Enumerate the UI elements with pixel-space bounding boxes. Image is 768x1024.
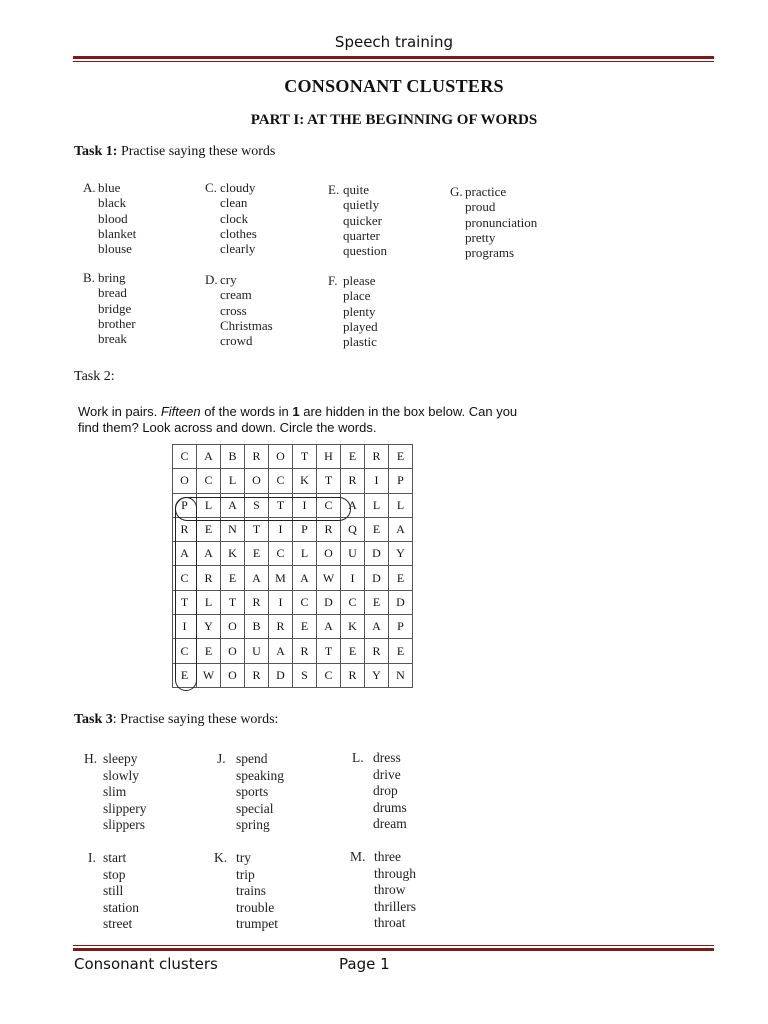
word: please xyxy=(343,273,376,288)
word: clean xyxy=(220,195,248,211)
grid-cell: E xyxy=(341,639,365,663)
word: quarter xyxy=(343,227,380,243)
word: sleepy xyxy=(103,751,138,766)
grid-cell: E xyxy=(365,517,389,541)
grid-cell: K xyxy=(293,469,317,493)
grid-cell: M xyxy=(269,566,293,590)
grid-cell: A xyxy=(293,566,317,590)
grid-cell: C xyxy=(317,493,341,517)
grid-cell: A xyxy=(197,542,221,566)
word: blanket xyxy=(98,225,137,241)
task3-text: : Practise saying these words: xyxy=(112,712,279,727)
page-title: CONSONANT CLUSTERS xyxy=(284,76,504,96)
word: bread xyxy=(98,285,127,301)
grid-cell: E xyxy=(389,445,413,469)
grid-cell: O xyxy=(221,615,245,639)
word: station xyxy=(103,899,139,915)
grid-cell: O xyxy=(269,445,293,469)
task2-instruction xyxy=(78,404,518,436)
group-letter: A. xyxy=(83,180,96,195)
grid-cell: R xyxy=(269,615,293,639)
grid-cell: D xyxy=(269,663,293,687)
grid-cell: R xyxy=(341,469,365,493)
grid-cell: I xyxy=(269,517,293,541)
grid-cell: A xyxy=(365,615,389,639)
group-letter: K. xyxy=(214,850,228,865)
task1-label: Task 1: xyxy=(74,144,118,159)
grid-cell: O xyxy=(221,663,245,687)
word: cloudy xyxy=(220,180,256,195)
group-letter: M. xyxy=(350,849,366,864)
word: clearly xyxy=(220,241,256,257)
grid-cell: C xyxy=(197,469,221,493)
word: dress xyxy=(373,750,401,765)
word: three xyxy=(374,849,401,864)
task2-heading: Task 2: xyxy=(74,369,115,384)
word: played xyxy=(343,318,378,334)
page-header: Speech training xyxy=(334,33,454,51)
grid-cell: Q xyxy=(341,517,365,541)
word: plastic xyxy=(343,334,377,350)
grid-cell: D xyxy=(365,542,389,566)
grid-cell: C xyxy=(317,663,341,687)
task1-text: Practise saying these words xyxy=(117,144,276,159)
word: trip xyxy=(236,866,255,882)
grid-cell: A xyxy=(173,542,197,566)
grid-cell: Y xyxy=(365,663,389,687)
grid-cell: E xyxy=(197,639,221,663)
grid-cell: P xyxy=(389,615,413,639)
circle-practice xyxy=(175,497,197,691)
grid-cell: C xyxy=(173,639,197,663)
footer-page-number: Page 1 xyxy=(339,955,390,973)
word: crowd xyxy=(220,333,253,349)
word: drop xyxy=(373,783,398,798)
grid-cell: E xyxy=(197,517,221,541)
word: pronunciation xyxy=(465,214,538,230)
grid-cell: W xyxy=(317,566,341,590)
word: bridge xyxy=(98,300,132,316)
grid-cell: C xyxy=(269,542,293,566)
word: start xyxy=(103,850,127,865)
group-letter: B. xyxy=(83,270,95,285)
grid-cell: P xyxy=(389,469,413,493)
word: place xyxy=(343,288,371,304)
grid-cell: I xyxy=(293,493,317,517)
header-rule-thin xyxy=(73,61,714,62)
grid-row xyxy=(173,663,413,687)
group-letter: I. xyxy=(88,850,96,865)
word: trumpet xyxy=(236,916,278,931)
grid-cell: T xyxy=(173,590,197,614)
group-letter: J. xyxy=(217,751,226,766)
grid-cell: R xyxy=(173,517,197,541)
word: clothes xyxy=(220,225,257,241)
grid-cell: A xyxy=(197,445,221,469)
grid-cell: E xyxy=(389,566,413,590)
word: throat xyxy=(374,915,406,930)
group-letter: D. xyxy=(205,272,218,287)
word: slippers xyxy=(103,817,145,832)
group-letter: G. xyxy=(450,184,463,199)
word: clock xyxy=(220,210,249,226)
group-letter: H. xyxy=(84,751,98,766)
word-search-grid xyxy=(172,444,413,688)
grid-cell: T xyxy=(269,493,293,517)
word: break xyxy=(98,331,127,347)
grid-cell: L xyxy=(389,493,413,517)
word: stop xyxy=(103,866,126,882)
grid-cell: D xyxy=(317,590,341,614)
word: spend xyxy=(236,751,268,766)
grid-cell: I xyxy=(365,469,389,493)
word: drums xyxy=(373,799,407,815)
word: cross xyxy=(220,302,247,318)
grid-cell: T xyxy=(317,639,341,663)
grid-cell: D xyxy=(389,590,413,614)
grid-cell: K xyxy=(221,542,245,566)
grid-cell: H xyxy=(317,445,341,469)
word: special xyxy=(236,800,274,816)
group-letter: C. xyxy=(205,180,217,195)
grid-cell: N xyxy=(221,517,245,541)
grid-cell: I xyxy=(173,615,197,639)
grid-cell: R xyxy=(365,639,389,663)
word: pretty xyxy=(465,229,496,245)
word: bring xyxy=(98,270,126,285)
word: blouse xyxy=(98,241,132,257)
word: programs xyxy=(465,245,515,261)
grid-cell: R xyxy=(317,517,341,541)
grid-cell: T xyxy=(221,590,245,614)
task1-heading xyxy=(74,144,275,160)
word: blood xyxy=(98,210,128,226)
grid-cell: R xyxy=(365,445,389,469)
grid-cell: E xyxy=(245,542,269,566)
grid-cell: R xyxy=(245,663,269,687)
grid-cell: S xyxy=(245,493,269,517)
task3-label: Task 3 xyxy=(74,712,113,727)
instruction-part: of the words in xyxy=(200,404,293,419)
word: throw xyxy=(374,882,406,897)
word: street xyxy=(103,916,133,931)
grid-cell: A xyxy=(269,639,293,663)
grid-cell: E xyxy=(389,639,413,663)
grid-row xyxy=(173,469,413,493)
grid-cell: Y xyxy=(389,542,413,566)
word: slim xyxy=(103,784,127,799)
grid-cell: C xyxy=(173,566,197,590)
word: quicker xyxy=(343,212,382,228)
grid-cell: R xyxy=(197,566,221,590)
grid-cell: B xyxy=(245,615,269,639)
word: speaking xyxy=(236,767,284,783)
word: thrillers xyxy=(374,898,416,914)
word: quite xyxy=(343,182,369,197)
word: sports xyxy=(236,784,269,799)
word: cry xyxy=(220,272,237,287)
grid-row xyxy=(173,542,413,566)
word: trouble xyxy=(236,899,275,915)
instruction-italic: Fifteen xyxy=(160,404,201,419)
grid-cell: T xyxy=(293,445,317,469)
word: spring xyxy=(236,817,270,832)
grid-cell: T xyxy=(317,469,341,493)
grid-cell: R xyxy=(245,590,269,614)
grid-row xyxy=(173,590,413,614)
grid-cell: L xyxy=(293,542,317,566)
task3-heading xyxy=(74,712,278,728)
group-letter: F. xyxy=(328,273,338,288)
word: proud xyxy=(465,199,496,215)
grid-cell: R xyxy=(341,663,365,687)
grid-cell: P xyxy=(173,493,197,517)
grid-row xyxy=(173,517,413,541)
grid-cell: N xyxy=(389,663,413,687)
word: through xyxy=(374,865,416,881)
word: dream xyxy=(373,816,407,831)
word: still xyxy=(103,883,124,898)
instruction-bold: 1 xyxy=(292,404,300,419)
footer-rule-thin xyxy=(73,945,714,946)
grid-cell: L xyxy=(365,493,389,517)
grid-cell: E xyxy=(221,566,245,590)
grid-cell: A xyxy=(221,493,245,517)
grid-cell: K xyxy=(341,615,365,639)
word: slowly xyxy=(103,767,140,783)
grid-cell: E xyxy=(365,590,389,614)
grid-cell: W xyxy=(197,663,221,687)
word: slippery xyxy=(103,800,147,816)
grid-cell: B xyxy=(221,445,245,469)
grid-cell: O xyxy=(245,469,269,493)
grid-cell: Y xyxy=(197,615,221,639)
word: blue xyxy=(98,180,121,195)
grid-cell: D xyxy=(365,566,389,590)
grid-cell: I xyxy=(269,590,293,614)
grid-row xyxy=(173,615,413,639)
word: try xyxy=(236,850,251,865)
word: black xyxy=(98,195,127,211)
grid-cell: C xyxy=(341,590,365,614)
group-letter: L. xyxy=(352,750,364,765)
grid-cell: R xyxy=(245,445,269,469)
grid-cell: L xyxy=(197,590,221,614)
grid-row xyxy=(173,566,413,590)
word: brother xyxy=(98,315,136,331)
circle-plastic xyxy=(175,497,351,521)
grid-cell: C xyxy=(173,445,197,469)
section-subtitle: PART I: AT THE BEGINNING OF WORDS xyxy=(250,112,538,128)
grid-cell: U xyxy=(341,542,365,566)
word: trains xyxy=(236,883,266,898)
instruction-part: Work in pairs. xyxy=(78,404,161,419)
grid-cell: A xyxy=(341,493,365,517)
word: drive xyxy=(373,766,401,782)
grid-cell: L xyxy=(197,493,221,517)
grid-cell: L xyxy=(221,469,245,493)
grid-cell: A xyxy=(245,566,269,590)
grid-cell: S xyxy=(293,663,317,687)
grid-row xyxy=(173,445,413,469)
footer-doc-title: Consonant clusters xyxy=(74,955,218,973)
grid-cell: A xyxy=(317,615,341,639)
word: quietly xyxy=(343,197,380,213)
grid-cell: C xyxy=(293,590,317,614)
grid-cell: O xyxy=(173,469,197,493)
footer-rule xyxy=(73,948,714,951)
grid-cell: T xyxy=(245,517,269,541)
grid-cell: E xyxy=(173,663,197,687)
grid-cell: E xyxy=(293,615,317,639)
header-rule xyxy=(73,56,714,59)
word: question xyxy=(343,243,388,259)
grid-cell: U xyxy=(245,639,269,663)
instruction-part: are hidden in the box below. Can you find them? Look across and down. Circle the words. xyxy=(78,404,518,435)
word: plenty xyxy=(343,303,376,319)
grid-cell: E xyxy=(341,445,365,469)
grid-cell: C xyxy=(269,469,293,493)
grid-cell: P xyxy=(293,517,317,541)
group-letter: E. xyxy=(328,182,340,197)
grid-cell: O xyxy=(221,639,245,663)
grid-cell: I xyxy=(341,566,365,590)
grid-cell: R xyxy=(293,639,317,663)
word: cream xyxy=(220,287,252,303)
grid-cell: A xyxy=(389,517,413,541)
word: practice xyxy=(465,184,507,199)
grid-cell: O xyxy=(317,542,341,566)
grid-row xyxy=(173,639,413,663)
word: Christmas xyxy=(220,317,273,333)
